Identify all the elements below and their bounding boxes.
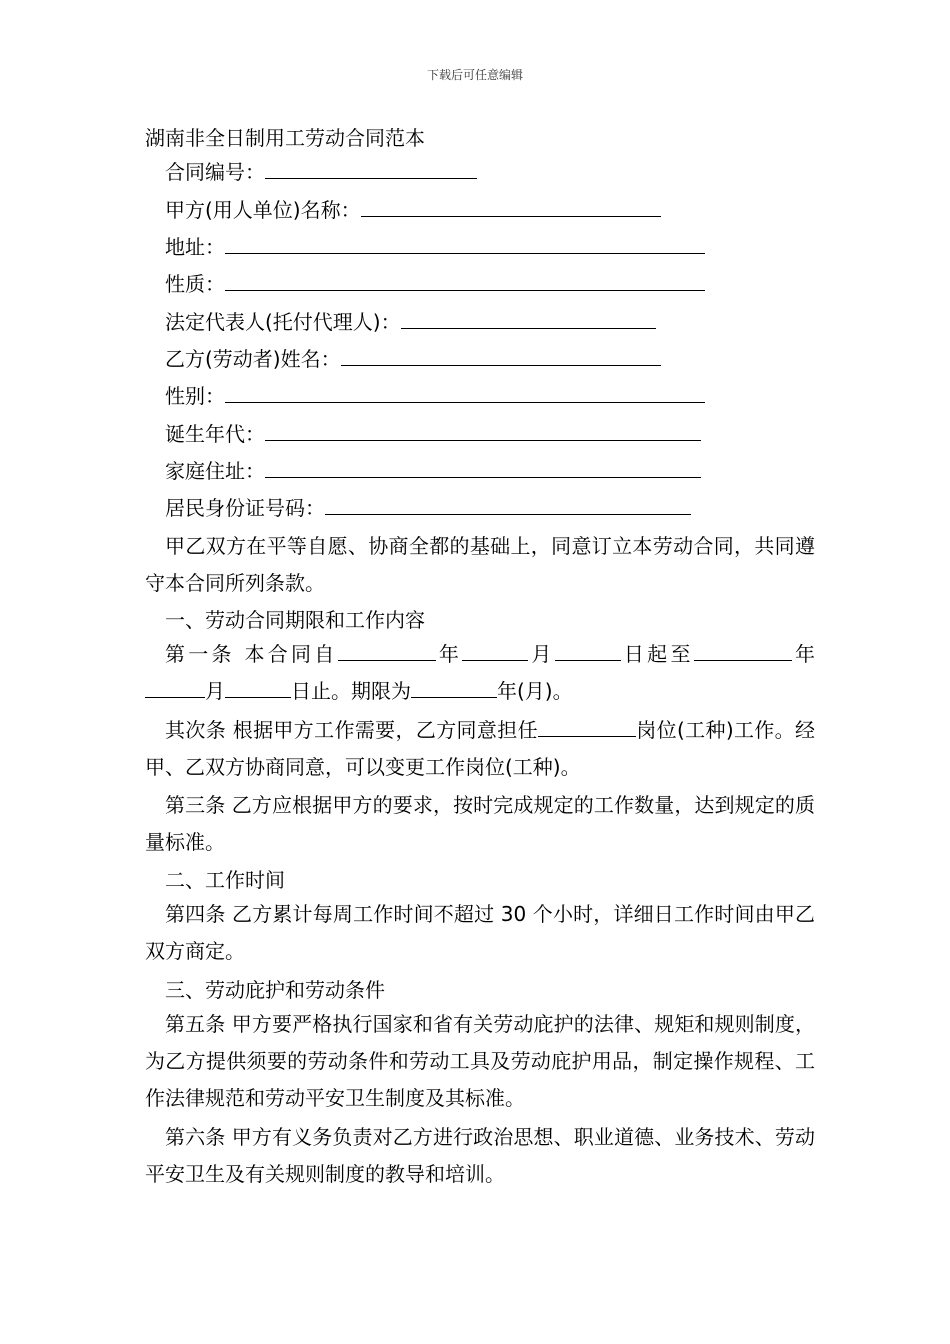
article-text: 年: [435, 642, 463, 666]
article-3: 第三条 乙方应根据甲方的要求，按时完成规定的工作数量，达到规定的质量标准。: [145, 793, 815, 854]
field-contract-number: [165, 158, 477, 186]
field-label: 甲方(用人单位)名称：: [165, 198, 361, 222]
section-heading-2: 二、工作时间: [165, 868, 285, 892]
field-label: 性别：: [165, 384, 225, 408]
blank-line: [225, 233, 705, 254]
field-label: 法定代表人(托付代理人)：: [165, 310, 401, 334]
blank-line: [265, 457, 701, 478]
section-heading-1: 一、劳动合同期限和工作内容: [165, 608, 425, 632]
field-label: 乙方(劳动者)姓名：: [165, 347, 341, 371]
article-text: 第一条 本合同自: [165, 642, 338, 666]
intro-paragraph: 甲乙双方在平等自愿、协商全都的基础上，同意订立本劳动合同，共同遵守本合同所列条款。: [145, 534, 815, 595]
field-birth-date: [165, 420, 701, 448]
article-text: 年(月)。: [497, 679, 573, 703]
blank-line: [538, 716, 636, 737]
field-label: 性质：: [165, 272, 225, 296]
field-employer-name: [165, 196, 661, 224]
article-text: 月: [205, 679, 225, 703]
article-text: 年: [791, 642, 816, 666]
article-6: 第六条 甲方有义务负责对乙方进行政治思想、职业道德、业务技术、劳动平安卫生及有关规则制度的教导和培训。: [145, 1125, 815, 1186]
field-legal-representative: [165, 308, 656, 336]
article-text: 其次条 根据甲方工作需要，乙方同意担任: [165, 718, 538, 742]
blank-line: [555, 640, 621, 661]
field-label: 居民身份证号码：: [165, 496, 325, 520]
field-label: 诞生年代：: [165, 422, 265, 446]
article-4: 第四条 乙方累计每周工作时间不超过 30 个小时，详细日工作时间由甲乙双方商定。: [145, 902, 815, 963]
field-address: [165, 233, 705, 261]
document-title: 湖南非全日制用工劳动合同范本: [145, 126, 425, 150]
article-2: [145, 712, 815, 786]
article-text: 月: [528, 642, 555, 666]
blank-line: [462, 640, 528, 661]
blank-line: [225, 382, 705, 403]
field-employee-name: [165, 345, 661, 373]
field-home-address: [165, 457, 701, 485]
blank-line: [411, 677, 497, 698]
article-1: [145, 636, 815, 710]
blank-line: [225, 677, 291, 698]
blank-line: [694, 640, 792, 661]
field-nature: [165, 270, 705, 298]
blank-line: [361, 196, 661, 217]
article-text: 日止。期限为: [291, 679, 411, 703]
field-label: 地址：: [165, 235, 225, 259]
blank-line: [341, 345, 661, 366]
section-heading-3: 三、劳动庇护和劳动条件: [165, 978, 385, 1002]
blank-line: [225, 270, 705, 291]
article-text: 岗位(工种)工作。经甲、乙双方协商同意，可以变更工作岗位(工种)。: [145, 718, 816, 779]
article-5: 第五条 甲方要严格执行国家和省有关劳动庇护的法律、规矩和规则制度，为乙方提供须要的劳动条件和劳动工具及劳动庇护用品，制定操作规程、工作法律规范和劳动平安卫生制度及其标准。: [145, 1012, 815, 1110]
field-gender: [165, 382, 705, 410]
article-text: 日起至: [620, 642, 694, 666]
blank-line: [401, 308, 656, 329]
page-header: 下载后可任意编辑: [426, 68, 523, 82]
blank-line: [265, 420, 701, 441]
blank-line: [265, 158, 477, 179]
field-label: 合同编号：: [165, 160, 265, 184]
field-label: 家庭住址：: [165, 459, 265, 483]
blank-line: [325, 494, 691, 515]
blank-line: [145, 677, 205, 698]
blank-line: [338, 640, 436, 661]
field-id-number: [165, 494, 691, 522]
